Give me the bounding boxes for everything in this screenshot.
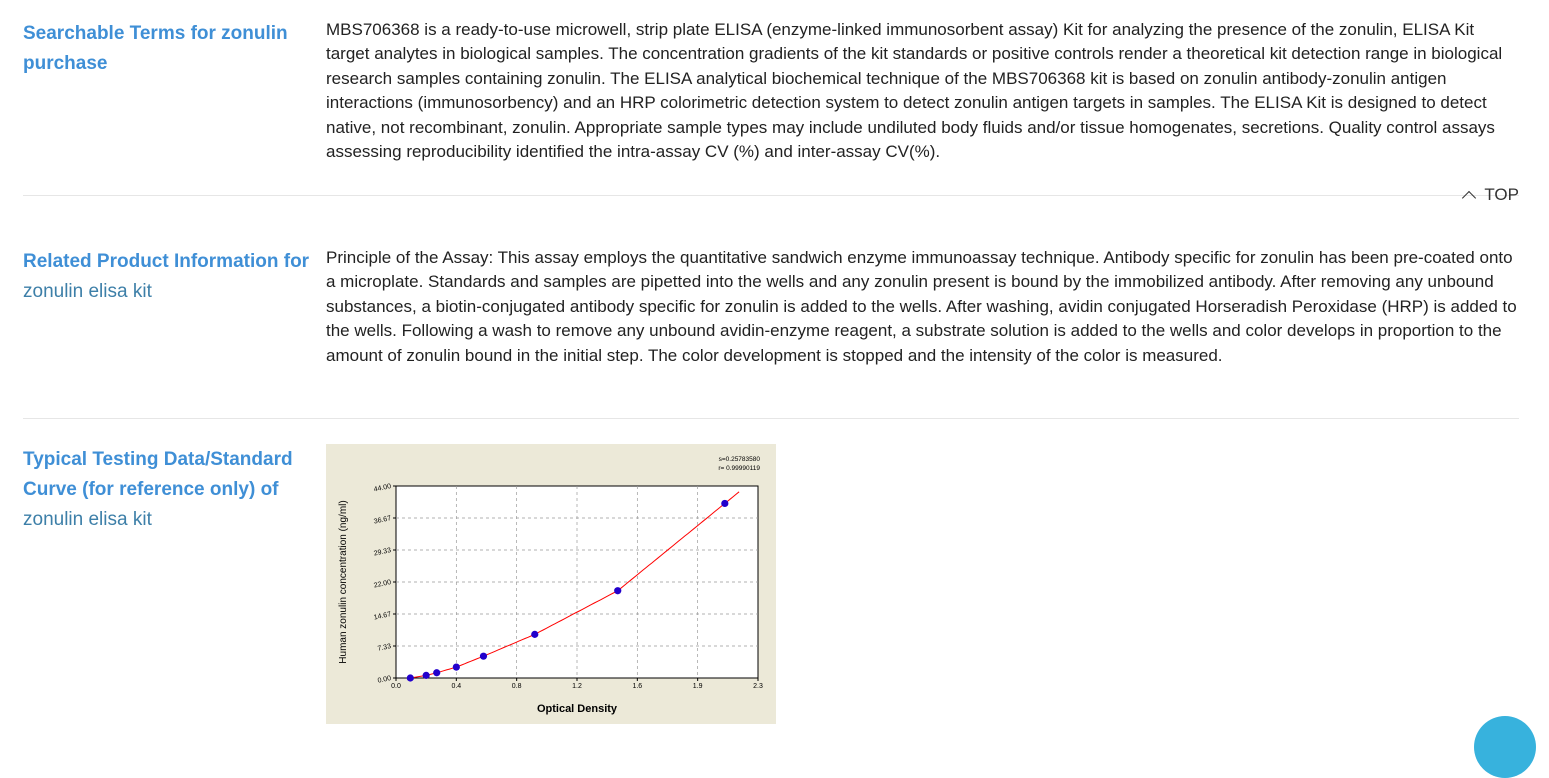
y-tick-label: 44.00 <box>373 483 392 494</box>
section-divider <box>23 195 1519 196</box>
y-tick-label: 22.00 <box>373 579 392 590</box>
related-info-product-name: zonulin elisa kit <box>23 281 152 302</box>
x-tick-label: 1.6 <box>632 683 643 690</box>
searchable-terms-heading <box>23 19 315 79</box>
data-point <box>480 653 487 660</box>
back-to-top-label: TOP <box>1484 185 1519 204</box>
back-to-top-link[interactable] <box>1464 185 1519 205</box>
x-tick-label: 0.8 <box>511 683 522 690</box>
related-info-title: Related Product Information for <box>23 251 310 272</box>
standard-curve-chart <box>326 444 776 724</box>
searchable-terms-description: MBS706368 is a ready-to-use microwell, strip plate ELISA (enzyme-linked immunosorbent assay) Kit for analyzing the presence of the zonulin, ELISA Kit target analytes in biological samples. The concentration gradients of the kit standards or positive controls render a theoretical kit detection range in biological research samples containing zonulin. The ELISA analytical biochemical technique of the MBS706368 kit is based on zonulin antibody-zonulin antigen interactions (immunosorbency) and an HRP colorimetric detection system to detect zonulin antigen targets in samples. The ELISA Kit is designed to detect native, not recombinant, zonulin. Appropriate sample types may include undiluted body fluids and/or tissue homogenates, secretions. Quality control assays assessing reproducibility identified the intra-assay CV (%) and inter-assay CV(%). <box>326 20 1503 162</box>
typical-data-heading <box>23 445 315 535</box>
section-divider <box>23 418 1519 419</box>
related-info-description: Principle of the Assay: This assay employs the quantitative sandwich enzyme immunoassay technique. Antibody specific for zonulin has been pre-coated onto a microplate. Standards and samples are pipetted into the wells and any zonulin present is bound by the immobilized antibody. After removing any unbound substances, a biotin-conjugated antibody specific for zonulin is added to the wells. After washing, avidin conjugated Horseradish Peroxidase (HRP) is added to the wells. Following a wash to remove any unbound avidin-enzyme reagent, a substrate solution is added to the wells and color develops in proportion to the amount of zonulin bound in the initial step. The color development is stopped and the intensity of the color is measured. <box>326 248 1517 365</box>
searchable-terms-title: Searchable Terms for zonulin purchase <box>23 23 288 74</box>
data-point <box>531 631 538 638</box>
standard-curve-svg <box>326 444 776 724</box>
data-point <box>453 663 460 670</box>
chat-float-button[interactable] <box>1474 716 1536 778</box>
y-tick-label: 14.67 <box>373 611 392 622</box>
data-point <box>721 500 728 507</box>
data-point <box>423 672 430 679</box>
x-tick-label: 2.3 <box>753 683 763 690</box>
x-tick-label: 1.2 <box>572 683 582 690</box>
x-tick-label: 0.0 <box>391 683 401 690</box>
data-point <box>433 669 440 676</box>
x-tick-label: 0.4 <box>451 683 462 690</box>
data-point <box>407 674 414 681</box>
related-info-heading <box>23 247 315 307</box>
x-tick-label: 1.9 <box>692 683 703 690</box>
y-tick-label: 36.67 <box>373 515 392 526</box>
typical-data-product-name: zonulin elisa kit <box>23 509 152 530</box>
y-axis-label: Human zonulin concentration (ng/ml) <box>338 500 349 664</box>
fit-statistic: s=0.25783580 <box>718 456 760 463</box>
x-axis-label: Optical Density <box>536 703 618 715</box>
typical-data-title: Typical Testing Data/Standard Curve (for reference only) of <box>23 449 293 500</box>
data-point <box>614 587 621 594</box>
y-tick-label: 29.33 <box>373 547 392 558</box>
chevron-up-icon <box>1462 191 1476 205</box>
fit-statistic: r= 0.99990119 <box>718 465 760 472</box>
y-tick-label: 0.00 <box>377 675 392 685</box>
y-tick-label: 7.33 <box>377 643 392 653</box>
